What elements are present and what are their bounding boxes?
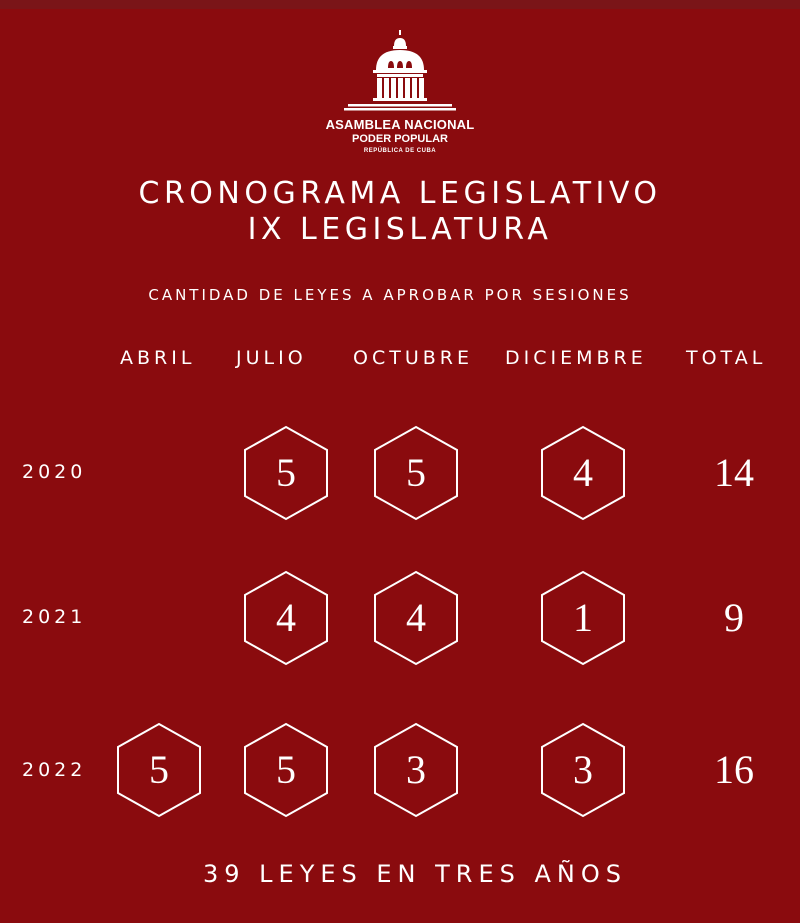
hexagon-count bbox=[243, 425, 329, 521]
hexagon-count bbox=[540, 722, 626, 818]
count-2021-julio: 4 bbox=[276, 595, 296, 640]
count-2020-diciembre: 4 bbox=[573, 450, 593, 495]
total-2020: 14 bbox=[714, 450, 754, 495]
logo-line-2: PODER POPULAR bbox=[352, 133, 448, 145]
total-2021: 9 bbox=[724, 595, 744, 640]
hexagon-count bbox=[540, 425, 626, 521]
page-subtitle-legislatura: IX LEGISLATURA bbox=[247, 212, 553, 247]
count-2022-julio: 5 bbox=[276, 747, 296, 792]
hexagon-count bbox=[243, 722, 329, 818]
total-2022: 16 bbox=[714, 747, 754, 792]
column-header-diciembre: DICIEMBRE bbox=[505, 347, 647, 369]
capitol-dome-icon bbox=[344, 30, 456, 114]
hexagon-count bbox=[540, 570, 626, 666]
year-label-2021: 2021 bbox=[22, 606, 87, 628]
column-header-abril: ABRIL bbox=[120, 347, 196, 369]
page-title: CRONOGRAMA LEGISLATIVO bbox=[138, 176, 662, 211]
footer-summary: 39 LEYES EN TRES AÑOS bbox=[203, 860, 627, 888]
count-2021-octubre: 4 bbox=[406, 595, 426, 640]
count-2022-diciembre: 3 bbox=[573, 747, 593, 792]
count-2020-julio: 5 bbox=[276, 450, 296, 495]
count-2022-abril: 5 bbox=[149, 747, 169, 792]
count-2021-diciembre: 1 bbox=[573, 595, 593, 640]
hexagon-count bbox=[116, 722, 202, 818]
year-label-2020: 2020 bbox=[22, 461, 87, 483]
count-2020-octubre: 5 bbox=[406, 450, 426, 495]
hexagon-count bbox=[373, 570, 459, 666]
section-subtitle: CANTIDAD DE LEYES A APROBAR POR SESIONES bbox=[148, 286, 632, 304]
logo-line-3: REPÚBLICA DE CUBA bbox=[363, 148, 437, 154]
year-label-2022: 2022 bbox=[22, 759, 87, 781]
hexagon-count bbox=[373, 722, 459, 818]
count-2022-octubre: 3 bbox=[406, 747, 426, 792]
column-header-total: TOTAL bbox=[686, 347, 767, 369]
top-bar bbox=[0, 0, 800, 9]
column-header-julio: JULIO bbox=[236, 347, 307, 369]
hexagon-count bbox=[373, 425, 459, 521]
hexagon-count bbox=[243, 570, 329, 666]
logo-line-1: ASAMBLEA NACIONAL bbox=[325, 117, 475, 132]
asamblea-logo bbox=[320, 30, 480, 155]
column-header-octubre: OCTUBRE bbox=[353, 347, 473, 369]
